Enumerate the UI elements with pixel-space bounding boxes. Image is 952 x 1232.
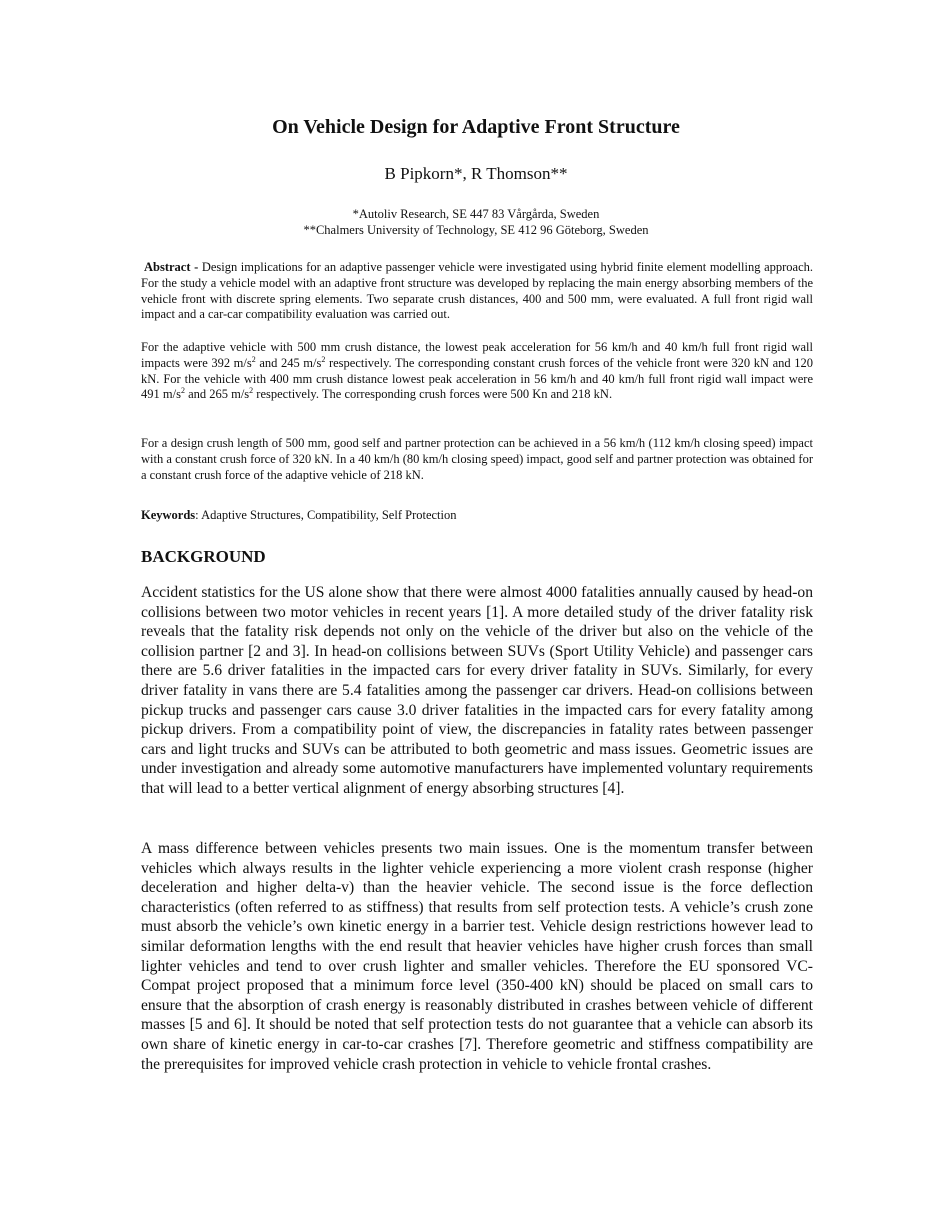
- keywords-text: Adaptive Structures, Compatibility, Self Protection: [198, 508, 457, 522]
- abstract-paragraph-2-block: [141, 340, 813, 403]
- keywords-block: [141, 508, 813, 524]
- keywords-separator: :: [195, 508, 199, 522]
- abstract-paragraph-3-block: [141, 436, 813, 483]
- superscript-exponent: 2: [249, 386, 254, 396]
- abstract-p2-part-d: and 265 m/s: [184, 387, 250, 402]
- keywords-label: Keywords: [141, 508, 196, 522]
- abstract-paragraph-2: [141, 340, 813, 403]
- section-heading-background: BACKGROUND: [141, 547, 266, 566]
- abstract-section: [141, 260, 813, 323]
- abstract-p2-part-b: and 245 m/s: [255, 355, 322, 370]
- abstract-paragraph-3: For a design crush length of 500 mm, good self and partner protection can be achieved in a 56 km/h (112 km/h closing speed) impact with a constant crush force of 320 kN. In a 40 km/h (80 km/h closing speed) impact, good self and partner protection was obtained for a constant crush force of the adaptive vehicle of 218 kN.: [141, 436, 813, 482]
- background-paragraph-1: Accident statistics for the US alone show that there were almost 4000 fatalities annually caused by head-on collisions between two motor vehicles in recent years [1]. A more detailed study of the driver fatality risk reveals that the fatality risk depends not only on the vehicle of the driver but also on the vehicle of the collision partner [2 and 3]. In head-on collisions between SUVs (Sport Utility Vehicle) and passenger cars there are 5.6 driver fatalities in the impacted cars for every driver fatality in SUVs. Similarly, for every driver fatality in vans there are 5.4 fatalities among the passenger car drivers. Head-on collisions between pickup trucks and passenger cars cause 3.0 driver fatalities in the impacted cars for every fatality among pickup drivers. From a compatibility point of view, the discrepancies in fatality rates between passenger cars and light trucks and SUVs can be attributed to both geometric and mass issues. Geometric issues are under investigation and already some automotive manufacturers have implemented voluntary requirements that will lead to a better vertical alignment of energy absorbing structures [4].: [141, 584, 813, 797]
- authors: B Pipkorn*, R Thomson**: [384, 164, 568, 183]
- paper-title: On Vehicle Design for Adaptive Front Structure: [272, 116, 680, 138]
- affiliation-1: *Autoliv Research, SE 447 83 Vårgårda, Sweden: [352, 207, 600, 221]
- abstract-p2-part-e: respectively. The corresponding crush forces were 500 Kn and 218 kN.: [253, 387, 613, 402]
- superscript-exponent: 2: [180, 386, 185, 396]
- background-heading-block: [141, 546, 813, 568]
- abstract-text-1: Design implications for an adaptive passenger vehicle were investigated using hybrid finite element modelling approach. For the study a vehicle model with an adaptive front structure was developed by replacing the main energy absorbing members of the vehicle front with discrete spring elements. Two separate crush distances, 400 and 500 mm, were evaluated. A full front rigid wall impact and a car-car compatibility evaluation was carried out.: [141, 260, 814, 322]
- abstract-p2-part-c: respectively. The corresponding constant crush forces of the vehicle front were 320 kN and 120 kN. For the vehicle with 400 mm crush distance lowest peak acceleration in 56 km/h and 40 km/h full front rigid wall impact were 491 m/s: [141, 355, 814, 402]
- affiliation-2: **Chalmers University of Technology, SE 412 96 Göteborg, Sweden: [303, 223, 649, 237]
- superscript-exponent: 2: [321, 354, 326, 364]
- abstract-p2-part-a: For the adaptive vehicle with 500 mm crush distance, the lowest peak acceleration for 56 km/h and 40 km/h full front rigid wall impacts were 392 m/s: [141, 340, 813, 370]
- superscript-exponent: 2: [251, 354, 256, 364]
- keywords-line: [141, 508, 813, 524]
- abstract-paragraph-1: [141, 260, 813, 323]
- background-paragraph-2-block: [141, 839, 813, 1074]
- background-paragraph-2: A mass difference between vehicles presents two main issues. One is the momentum transfer between vehicles which always results in the lighter vehicle experiencing a more violent crash response (higher deceleration and higher delta-v) than the heavier vehicle. The second issue is the force deflection characteristics (often referred to as stiffness) that results from self protection tests. A vehicle’s crush zone must absorb the vehicle’s own kinetic energy in a barrier test. Vehicle design restrictions however lead to similar deformation lengths with the end result that heavier vehicles have higher crush forces than small lighter vehicles and tend to over crush lighter and smaller vehicles. Therefore the EU sponsored VC-Compat project proposed that a minimum force level (350-400 kN) should be placed on small cars to ensure that the absorption of crash energy is reasonably distributed in crashes between vehicle of different masses [5 and 6]. It should be noted that self protection tests do not guarantee that a vehicle can absorb its own share of kinetic energy in car-to-car crashes [7]. Therefore geometric and stiffness compatibility are the prerequisites for improved vehicle crash protection in vehicle to vehicle frontal crashes.: [141, 840, 813, 1073]
- abstract-label: Abstract -: [144, 260, 199, 274]
- affiliations: [0, 206, 952, 238]
- background-paragraph-1-block: [141, 583, 813, 799]
